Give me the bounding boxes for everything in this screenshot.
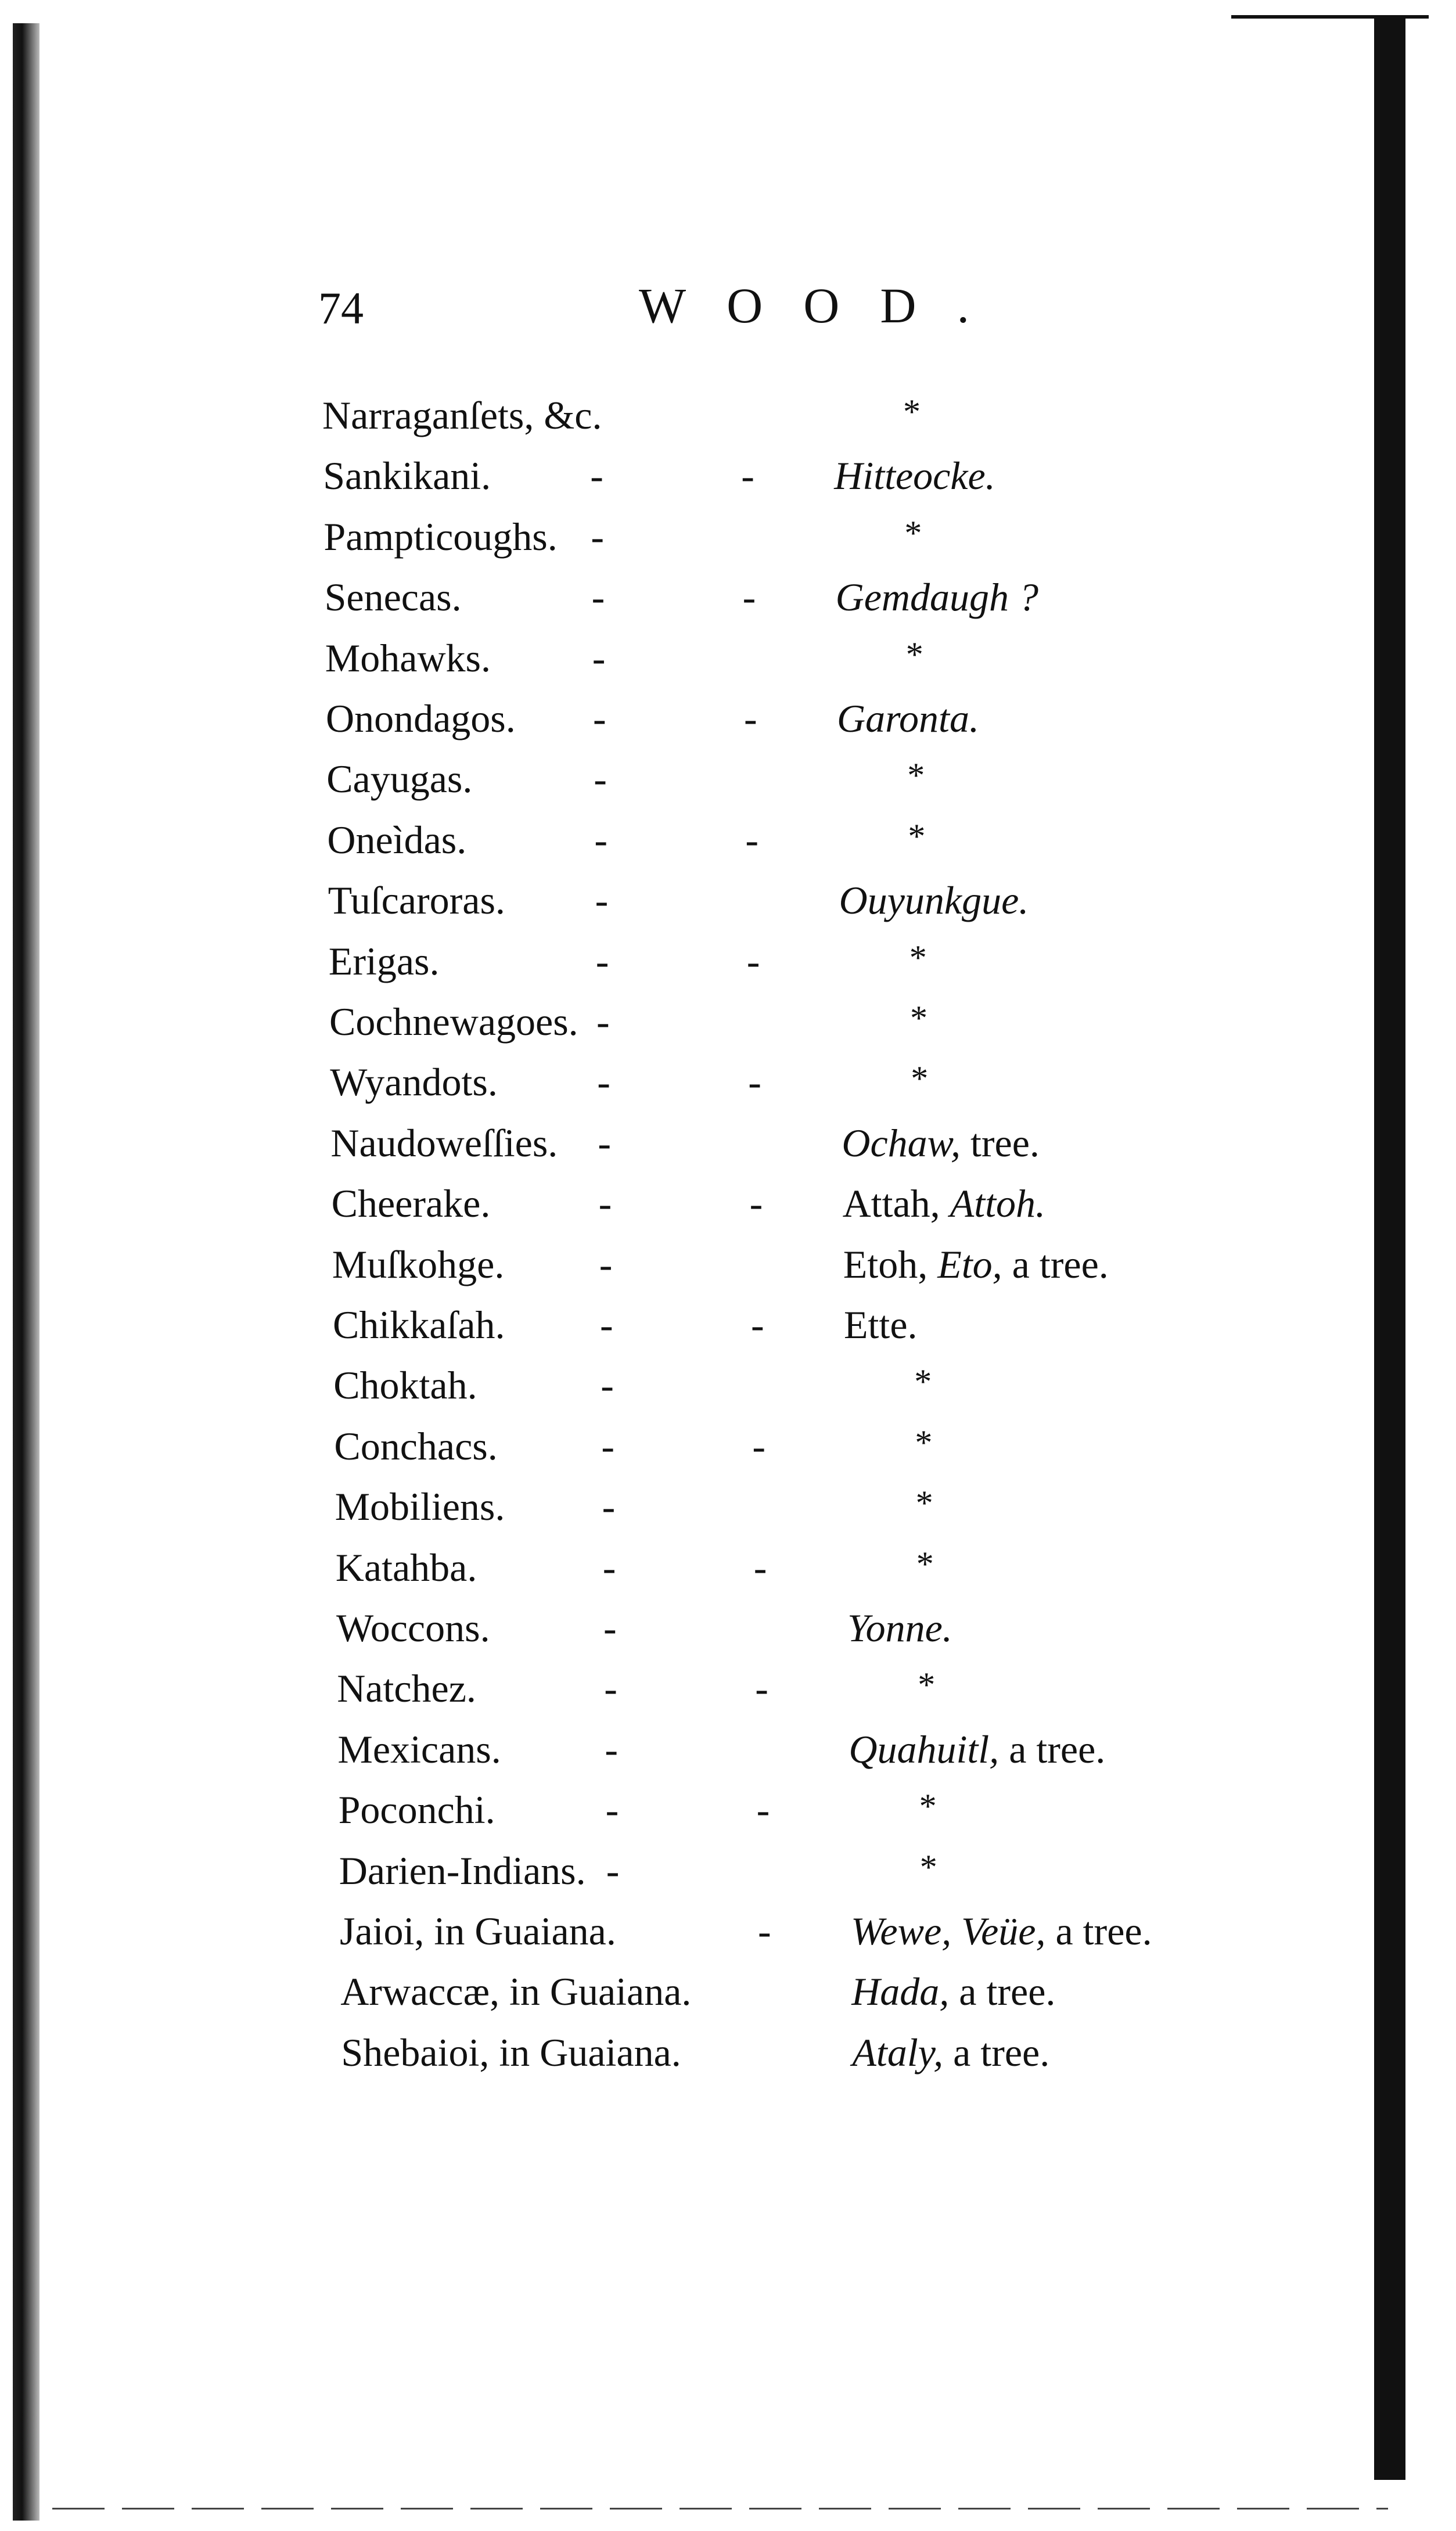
italic-word: Ouyunkgue. bbox=[839, 878, 1029, 923]
list-item bbox=[330, 1053, 1317, 1111]
unknown-word-asterisk: * bbox=[919, 1847, 937, 1886]
tribe-name: Mexicans. bbox=[337, 1727, 501, 1771]
list-item bbox=[341, 2023, 1328, 2081]
dash-separator: - bbox=[602, 1545, 616, 1590]
tribe-name: Katahba. bbox=[335, 1545, 477, 1590]
tribe-name: Wyandots. bbox=[330, 1060, 498, 1105]
word-for-wood bbox=[851, 1962, 1055, 2021]
unknown-word-asterisk: * bbox=[911, 1059, 929, 1098]
list-item bbox=[322, 386, 1310, 444]
unknown-word-asterisk: * bbox=[915, 1423, 933, 1462]
list-item bbox=[326, 750, 1314, 808]
unknown-word-asterisk: * bbox=[903, 393, 921, 431]
tribe-name: Narraganſets, &c. bbox=[322, 393, 602, 437]
list-item bbox=[340, 1902, 1327, 1960]
word-for-wood bbox=[839, 871, 1029, 929]
dash-separator: - bbox=[751, 1303, 764, 1347]
italic-word: Attoh. bbox=[950, 1181, 1045, 1226]
unknown-word-asterisk: * bbox=[907, 756, 925, 795]
list-item bbox=[327, 811, 1314, 869]
tribe-name: Cheerake. bbox=[331, 1181, 491, 1226]
list-item bbox=[337, 1720, 1325, 1778]
unknown-word-asterisk: * bbox=[909, 938, 927, 977]
italic-word: Ataly, bbox=[852, 2030, 944, 2075]
running-title: WOOD. bbox=[639, 278, 1010, 333]
page-number: 74 bbox=[318, 283, 364, 333]
tribe-name: Shebaioi, in Guaiana. bbox=[341, 2030, 681, 2075]
dash-separator: - bbox=[596, 1000, 610, 1044]
dash-separator: - bbox=[742, 575, 756, 620]
italic-word: Wewe, Veüe, bbox=[851, 1909, 1046, 1953]
italic-word: Hitteocke. bbox=[834, 454, 995, 498]
list-item bbox=[333, 1296, 1320, 1354]
word-text: a tree. bbox=[999, 1727, 1106, 1771]
word-for-wood bbox=[842, 1114, 1040, 1172]
tribe-name: Natchez. bbox=[337, 1666, 476, 1711]
dash-separator: - bbox=[744, 696, 757, 740]
dash-separator: - bbox=[745, 817, 759, 862]
list-item bbox=[336, 1538, 1323, 1597]
dash-separator: - bbox=[604, 1666, 617, 1711]
word-text: a tree. bbox=[949, 1969, 1056, 2014]
dash-separator: - bbox=[753, 1545, 767, 1590]
word-text: a tree. bbox=[1002, 1242, 1109, 1286]
tribe-name: Conchacs. bbox=[334, 1423, 498, 1468]
dash-separator: - bbox=[600, 1303, 613, 1347]
unknown-word-asterisk: * bbox=[910, 999, 927, 1037]
word-for-wood bbox=[852, 2023, 1049, 2081]
unknown-word-asterisk: * bbox=[916, 1544, 934, 1583]
dash-separator: - bbox=[599, 1242, 613, 1286]
list-item bbox=[325, 568, 1312, 626]
dash-separator: - bbox=[594, 757, 607, 801]
word-text: Ette. bbox=[844, 1303, 918, 1347]
unknown-word-asterisk: * bbox=[915, 1484, 933, 1523]
list-item bbox=[333, 1356, 1321, 1414]
italic-word: Eto, bbox=[937, 1242, 1002, 1286]
word-for-wood bbox=[844, 1296, 918, 1354]
dash-separator: - bbox=[605, 1788, 619, 1832]
list-item bbox=[332, 1174, 1319, 1232]
tribe-name: Oneìdas. bbox=[327, 817, 467, 862]
list-item bbox=[335, 1477, 1322, 1536]
dash-separator: - bbox=[598, 1120, 612, 1165]
tribe-name: Darien-Indians. bbox=[339, 1848, 586, 1893]
tribe-name: Onondagos. bbox=[326, 696, 516, 740]
italic-word: Quahuitl, bbox=[849, 1727, 1000, 1771]
italic-word: Yonne. bbox=[847, 1606, 952, 1650]
list-item bbox=[337, 1659, 1324, 1717]
word-for-wood bbox=[851, 1902, 1152, 1960]
tribe-name: Woccons. bbox=[336, 1606, 490, 1650]
dash-separator: - bbox=[603, 1606, 617, 1650]
word-for-wood bbox=[843, 1174, 1045, 1232]
list-item bbox=[329, 993, 1317, 1051]
unknown-word-asterisk: * bbox=[904, 513, 922, 552]
dash-separator: - bbox=[606, 1848, 620, 1893]
dash-separator: - bbox=[591, 514, 605, 559]
tribe-name: Pampticoughs. bbox=[323, 514, 558, 559]
word-text: Etoh, bbox=[843, 1242, 938, 1286]
word-for-wood bbox=[836, 568, 1038, 626]
tribe-name: Chikkaſah. bbox=[333, 1303, 505, 1347]
dash-separator: - bbox=[755, 1666, 768, 1711]
list-item bbox=[323, 508, 1311, 566]
tribe-name: Poconchi. bbox=[338, 1788, 495, 1832]
dash-separator: - bbox=[591, 575, 605, 620]
dash-separator: - bbox=[758, 1909, 771, 1953]
page-edge-bottom bbox=[52, 2508, 1388, 2510]
dash-separator: - bbox=[594, 817, 608, 862]
word-text: a tree. bbox=[943, 2030, 1050, 2075]
word-for-wood bbox=[849, 1720, 1105, 1778]
list-item bbox=[330, 1114, 1318, 1172]
list-item bbox=[332, 1235, 1320, 1293]
word-for-wood bbox=[843, 1235, 1109, 1293]
italic-word: Gemdaugh ? bbox=[835, 575, 1038, 620]
tribe-name: Cayugas. bbox=[326, 757, 473, 801]
tribe-name: Erigas. bbox=[328, 939, 440, 983]
unknown-word-asterisk: * bbox=[919, 1787, 937, 1826]
tribe-name: Naudoweſſies. bbox=[330, 1120, 558, 1165]
italic-word: Garonta. bbox=[837, 696, 979, 740]
dash-separator: - bbox=[595, 878, 609, 923]
dash-separator: - bbox=[748, 1060, 761, 1105]
unknown-word-asterisk: * bbox=[918, 1666, 936, 1705]
word-text: a tree. bbox=[1045, 1909, 1152, 1953]
tribe-name: Senecas. bbox=[324, 575, 462, 620]
tribe-name: Mohawks. bbox=[325, 635, 491, 680]
dash-separator: - bbox=[605, 1727, 619, 1771]
dash-separator: - bbox=[598, 1181, 612, 1226]
list-item bbox=[329, 932, 1316, 990]
italic-word: Ochaw, bbox=[842, 1120, 961, 1165]
dash-separator: - bbox=[601, 1363, 614, 1408]
list-item bbox=[328, 871, 1315, 929]
list-item bbox=[336, 1599, 1324, 1657]
dash-separator: - bbox=[746, 939, 760, 983]
list-item bbox=[323, 447, 1310, 505]
dash-separator: - bbox=[597, 1060, 610, 1105]
dash-separator: - bbox=[595, 939, 609, 983]
tribe-name: Muſkohge. bbox=[332, 1242, 505, 1286]
dash-separator: - bbox=[602, 1484, 616, 1529]
dash-separator: - bbox=[592, 635, 606, 680]
list-item bbox=[334, 1417, 1321, 1475]
tribe-name: Jaioi, in Guaiana. bbox=[340, 1909, 616, 1953]
unknown-word-asterisk: * bbox=[905, 635, 923, 674]
list-item bbox=[340, 1962, 1328, 2021]
tribe-name: Cochnewagoes. bbox=[329, 1000, 578, 1044]
dash-separator: - bbox=[749, 1181, 763, 1226]
tribe-name: Tuſcaroras. bbox=[328, 878, 505, 923]
dash-separator: - bbox=[756, 1788, 770, 1832]
tribe-name: Choktah. bbox=[333, 1363, 477, 1408]
dash-separator: - bbox=[593, 696, 606, 740]
word-for-wood bbox=[847, 1599, 952, 1657]
tribe-name: Mobiliens. bbox=[335, 1484, 505, 1529]
italic-word: Hada, bbox=[851, 1969, 950, 2014]
tribe-name: Sankikani. bbox=[323, 454, 491, 498]
list-item bbox=[339, 1842, 1326, 1900]
word-text: Attah, bbox=[842, 1181, 950, 1226]
dash-separator: - bbox=[590, 454, 603, 498]
word-for-wood bbox=[834, 447, 995, 505]
word-for-wood bbox=[837, 689, 979, 747]
tribe-name: Arwaccæ, in Guaiana. bbox=[340, 1969, 692, 2014]
list-item bbox=[325, 629, 1313, 687]
list-item bbox=[326, 689, 1313, 747]
list-item bbox=[339, 1781, 1326, 1839]
unknown-word-asterisk: * bbox=[908, 817, 926, 855]
dash-separator: - bbox=[752, 1423, 766, 1468]
word-text: tree. bbox=[961, 1120, 1040, 1165]
dash-separator: - bbox=[741, 454, 754, 498]
dash-separator: - bbox=[601, 1423, 615, 1468]
unknown-word-asterisk: * bbox=[914, 1362, 932, 1401]
